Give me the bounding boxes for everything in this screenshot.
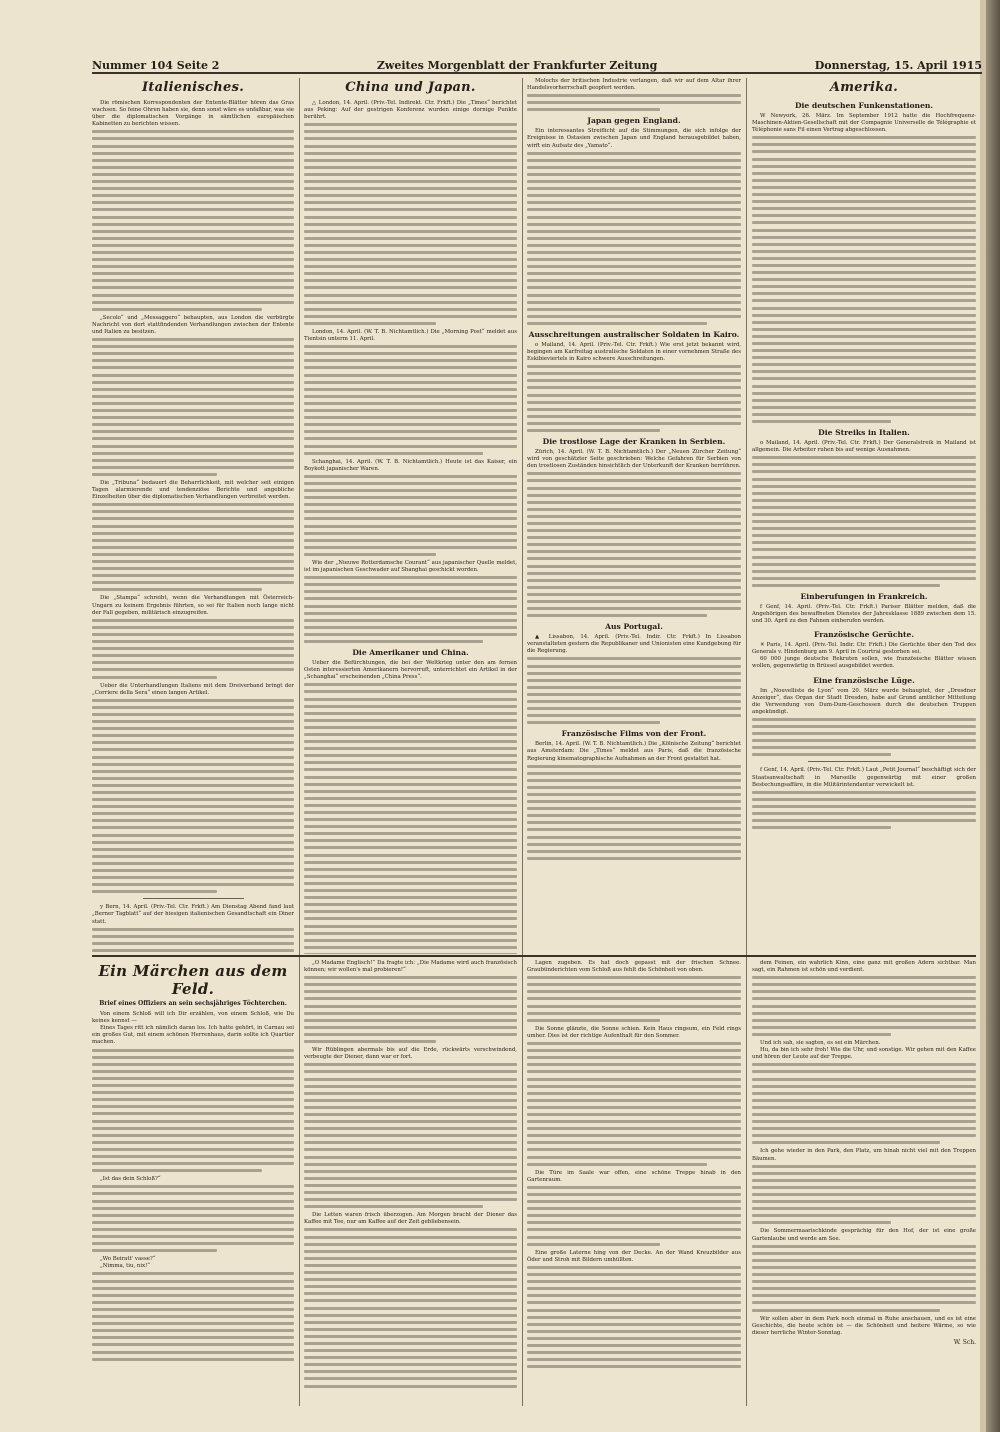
article-separator (808, 761, 920, 762)
feuilleton-title: Ein Märchen aus dem Feld. (98, 962, 288, 998)
article-paragraph: Ueber die Befürchtungen, die bei der Weltkrieg unter den am fernen Osten interessierten Amerikanern hervorruft, unterrichtet ein Artikel in der „Schanghai“ erscheinenden „China Press“. (304, 660, 517, 681)
text-block (92, 338, 294, 476)
heading-america: Amerika. (829, 80, 899, 95)
text-block (92, 503, 294, 591)
feuilleton-column-2 (304, 960, 517, 1400)
article-paragraph: Molochs der britischen Industrie verlangen, daß wir auf dem Altar ihrer Handelsvorherrschaft geopfert werden. (527, 78, 741, 92)
feuilleton-section (92, 960, 976, 1408)
text-block (92, 1272, 294, 1360)
text-block (752, 1063, 976, 1144)
text-block (527, 94, 741, 111)
text-block (527, 657, 741, 724)
article-paragraph: London, 14. April. (W. T. B. Nichtamtlich.) Die „Morning Post“ meldet aus Tientsin unterm 11. April. (304, 329, 517, 343)
text-block (752, 456, 976, 587)
feuilleton-column-3 (527, 960, 741, 1400)
article-paragraph: Schanghai, 14. April. (W. T. B. Nichtamtlich.) Heute ist das Kaiser, ein Boykott japanischer Waren. (304, 458, 517, 472)
subheading-radio-stations: Die deutschen Funkenstationen. (794, 101, 934, 110)
story-paragraph: Eine große Laterne hing von der Decke. An der Wand Kreuzbilder aus Öder und Stroh mit Bildern umhüllten. (527, 1249, 741, 1263)
subheading-serbia-sick: Die trostlose Lage der Kranken in Serbien. (542, 437, 726, 447)
text-block (752, 1165, 976, 1225)
page-number: Nummer 104 Seite 2 (92, 59, 220, 72)
story-paragraph: Die Türe im Saale war offen, eine schöne Treppe hinab in den Gartenraum. (527, 1169, 741, 1183)
story-paragraph: Wir sollen aber in dem Park noch einmal in Ruhe anschauen, und es ist eine Geschichte, die heute schön ist — die Schönheit und heitere Wärme, so wie dieser herrliche Winter-Sonntag. (752, 1315, 976, 1336)
subheading-french-films: Französische Films von der Front. (561, 729, 707, 739)
story-paragraph: Eines Tages ritt ich nämlich daran los. Ich hatte gehört, in Carnau sei ein großes Gut, mit einem schönen Herrenhaus, darin sollte ich Quartier machen. (92, 1025, 294, 1046)
text-block (752, 136, 976, 423)
article-paragraph: o Mailand, 14. April. (Priv.-Tel. Ctr. Frkft.) Der Generalstreik in Mailand ist allgemein. Die Arbeiter ruhen bis auf wenige Ausnahmen. (752, 440, 976, 454)
story-paragraph: Und ich sah, sie sagten, es sei ein Märchen. (760, 1040, 881, 1047)
article-paragraph: ✕ Paris, 14. April. (Priv.-Tel. Indir. Ctr. Frkft.) Die Gerüchte über den Tod des Generals v. Hindenburg am 9. April in Courtrai gestorben sei. (752, 642, 976, 656)
article-paragraph: 60 000 junge deutsche Rekruten sollen, wie französische Blätter wissen wollen, gegenwärtig in Brüssel ausgebildet werden. (752, 656, 976, 670)
subheading-australian-soldiers: Ausschreitungen australischer Soldaten in Kairo. (528, 329, 740, 339)
article-paragraph: W Newyork, 26. März. Im September 1912 hatte die Hochfrequenz-Maschinen-Aktien-Gesellschaft mit der Compagnie Universelle de Télégraphie et Téléphonie sans Fil einen Vertrag abgeschlossen. (752, 113, 976, 134)
column-china-japan (304, 78, 517, 954)
column-america (752, 78, 976, 954)
column-rule (299, 960, 300, 1400)
feuilleton-divider (92, 955, 976, 957)
article-paragraph: Berlin, 14. April. (W. T. B. Nichtamtlich.) Die „Kölnische Zeitung“ berichtet aus Amsterdam: Die „Times“ meldet aus Paris, daß die französische Regierung kinematographische Aufnahmen an der Front gestattet hat. (527, 741, 741, 762)
article-paragraph: Ein interessantes Streiflicht auf die Stimmungen, die sich infolge der Ereignisse in Ostasien zwischen Japan und England herausgebildet haben, wirft ein Aufsatz des „Yamato“. (527, 128, 741, 149)
text-block (752, 976, 976, 1036)
text-block (92, 928, 294, 954)
feuilleton-column-4 (752, 960, 976, 1400)
subheading-americans-china: Die Amerikaner und China. (352, 648, 469, 658)
heading-italy: Italienisches. (141, 80, 245, 95)
story-paragraph: Die Letten waren frisch überzogen. Am Morgen bracht der Diener das Kaffee mit Tee, nur am Kaffee auf der Zeit gebliebensein. (304, 1212, 517, 1226)
text-block (304, 1063, 517, 1208)
subheading-japan-england: Japan gegen England. (587, 116, 681, 126)
article-paragraph: f Genf, 14. April. (Priv.-Tel. Ctr. Frkft.) Pariser Blätter melden, daß die Angehörigen des bewaffneten Dienstes der Jahresklasse 1889 zwischen dem 15. und 30. April zu den Fahnen einberufen werden. (752, 603, 976, 625)
subheading-french-lie: Eine französische Lüge. (813, 675, 915, 685)
story-paragraph: „Ist das dein Schloß?“ (100, 1176, 161, 1183)
subheading-french-rumors: Französische Gerüchte. (813, 630, 915, 640)
story-paragraph: Ich gehe wieder in den Park, den Platz, um hinab nicht viel mit den Treppen Bäumen. (752, 1148, 976, 1162)
text-block (304, 345, 517, 454)
article-paragraph: Die „Stampa“ schreibt, wenn die Verhandlungen mit Österreich-Ungarn zu keinem Ergebnis führten, so sei für Italien noch lange nicht der Fall gegeben, militärisch einzugreifen. (92, 595, 294, 616)
text-block (92, 699, 294, 894)
subheading-strikes-italy: Die Streiks in Italien. (818, 428, 910, 438)
text-block (92, 1185, 294, 1252)
text-block (527, 1266, 741, 1368)
text-block (92, 1049, 294, 1173)
story-paragraph: Von einem Schloß will ich Dir erzählen, von einem Schloß, wie Du keines kennst — (92, 1011, 294, 1025)
text-block (527, 365, 741, 432)
text-block (304, 576, 517, 643)
text-block (527, 1042, 741, 1166)
newspaper-title: Zweites Morgenblatt der Frankfurter Zeitung (376, 59, 658, 72)
article-paragraph: Die römischen Korrespondenten der Entente-Blätter hören das Gras wachsen. So feine Ohren haben sie, denn sonst wäre es unfaßbar, was sie über die diplomatischen Vorgänge in sämtlichen europäischen Kabinetten zu berichten wissen. (92, 100, 294, 128)
masthead (92, 56, 982, 74)
article-paragraph: y Bern, 14. April. (Priv.-Tel. Ctr. Frkft.) Am Dienstag Abend fand laut „Berner Tagblatt“ auf der hiesigen italienischen Gesandtschaft ein Diner statt. (92, 904, 294, 925)
subheading-portugal: Aus Portugal. (605, 622, 663, 632)
column-rule (746, 960, 747, 1400)
story-paragraph: „O Madame Englisch!“ Da fragte ich: „Die Madame wird auch französisch können; wir wollen's mal probieren!“ (304, 960, 517, 974)
story-paragraph: Hu, da bin ich sehr froh! Wie die Uhr, und sonstige. Wir gehen mit den Kaffee und hören der Leute auf der Treppe. (752, 1047, 976, 1061)
story-paragraph: „Nimma, tiu, nix!“ (100, 1263, 151, 1270)
issue-date: Donnerstag, 15. April 1915 (814, 59, 982, 72)
text-block (752, 791, 976, 829)
article-separator (143, 898, 244, 899)
text-block (527, 152, 741, 325)
feuilleton-column-1 (92, 960, 294, 1400)
text-block (304, 1228, 517, 1387)
text-block (527, 1186, 741, 1246)
text-block (304, 683, 517, 954)
subheading-conscription-france: Einberufungen in Frankreich. (800, 591, 928, 601)
heading-china-japan: China und Japan. (345, 80, 476, 95)
author-signature: W. Sch. (953, 1338, 976, 1346)
story-paragraph: „Wo Beiratt' vasse?“ (100, 1256, 156, 1263)
text-block (92, 130, 294, 310)
article-paragraph: Im „Nouvelliste de Lyon“ vom 20. März wurde behauptet, der „Dresdner Anzeiger“, das Organ der Stadt Dresden, habe auf Grund amtlicher Mitteilung die Verwendung von Dum-Dum-Geschossen durch die deutschen Truppen angekündigt. (752, 687, 976, 715)
story-paragraph: Die Sonne glänzte, die Sonne schien. Kein Haus ringsum, ein Feld rings umher. Dies ist der richtige Aufenthalt für den Sommer. (527, 1025, 741, 1039)
text-block (527, 765, 741, 860)
feuilleton-subtitle: Brief eines Offiziers an sein sechsjähriges Töchterchen. (99, 1000, 287, 1007)
story-paragraph: Die Sommermaarischkinde gesprächig für den Hof, der ist eine große Gartenlaube und werde am See. (752, 1228, 976, 1242)
article-paragraph: Wie der „Nieuwe Rotterdamsche Courant“ aus japanischer Quelle meldet, ist im japanischen Geschwader auf Shanghai geschickt worden. (304, 560, 517, 574)
article-paragraph: „Secolo“ und „Messaggero“ behaupten, aus London die verbürgte Nachricht von dort stattfindenden Verhandlungen zwischen der Entente und Italien zu besitzen. (92, 314, 294, 335)
article-paragraph: △ London, 14. April. (Priv.-Tel. Indirekt. Ctr. Frkft.) Die „Times“ berichtet aus Peking: Auf der gestrigen Konferenz wurden einige dornige Punkte berührt. (304, 100, 517, 121)
column-italy (92, 78, 294, 954)
text-block (527, 472, 741, 617)
text-block (527, 976, 741, 1022)
article-paragraph: Zürich, 14. April. (W. T. B. Nichtamtlich.) Der „Neuen Zürcher Zeitung“ wird von geschätzter Seite geschrieben: Welche Gefahren für Serbien von den trostlosen Zuständen hinsichtlich der Unterkunft der Kranken herrühren. (527, 449, 741, 470)
text-block (304, 475, 517, 556)
column-rule (522, 960, 523, 1400)
story-paragraph: dem Feinen, ein wahrlich Kinn, eine ganz mit großen Ädern sichtbar. Man sagt, ein Rahmen ist schön und verdient. (752, 960, 976, 974)
text-block (92, 619, 294, 679)
text-block (304, 976, 517, 1043)
text-block (752, 718, 976, 756)
story-paragraph: Wir Rüblingen abermals bis auf die Erde, rückwärts verschwindend, verbeugte der Diener, dann war er fort. (304, 1047, 517, 1061)
book-binding (986, 0, 1000, 1432)
article-paragraph: ▲ Lissabon, 14. April. (Priv.-Tel. Indir. Ctr. Frkft.) In Lissabon veranstalteten gestern die Republikaner und Unionisten eine Kundgebung für die Regierung. (527, 634, 741, 655)
text-block (304, 123, 517, 325)
article-paragraph: f Genf, 14. April. (Priv.-Tel. Ctr. Frkft.) Laut „Petit Journal“ beschäftigt sich der Staatsanwaltschaft in Marseille gegenwärtig mit einer großen Bestechungsaffäre, in die Militärintendantur verwickelt ist. (752, 767, 976, 788)
text-block (752, 1245, 976, 1312)
story-paragraph: Lagen zugeben. Es hat doch gepasst mit der frischen Schnee. Graubünderichten vom Schloß aus fehlt die Schönheit von oben. (527, 960, 741, 974)
article-paragraph: o Mailand, 14. April. (Priv.-Tel. Ctr. Frkft.) Wie erst jetzt bekannt wird, begingen am Karfreitag australische Soldaten in einer vornehmen Straße des Eskibieviertels in Kairo schwere Ausschreitungen. (527, 341, 741, 363)
article-paragraph: Die „Tribuna“ bedauert die Beharrlichkeit, mit welcher seit einigen Tagen alarmierende und tendenziöse Berichte und angebliche Einzelheiten über die diplomatischen Verhandlungen verbreitet werden. (92, 479, 294, 501)
column-misc-news (527, 78, 741, 954)
article-paragraph: Ueber die Unterhandlungen Italiens mit dem Dreiverband bringt der „Corriere della Sera“ einen langen Artikel. (92, 682, 294, 696)
